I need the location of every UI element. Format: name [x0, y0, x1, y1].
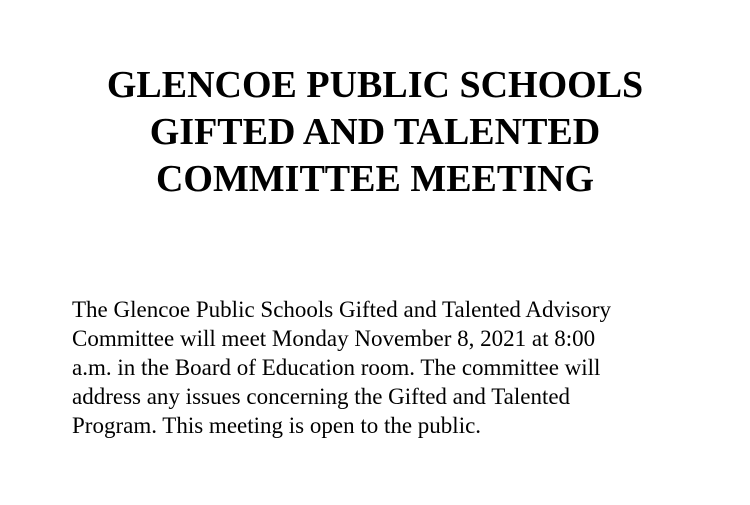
notice-body: [72, 295, 692, 440]
notice-line-1: The Glencoe Public Schools Gifted and Talented Advisory: [72, 297, 611, 322]
notice-line-2: Committee will meet Monday November 8, 2021 at 8:00: [72, 326, 596, 351]
title-line-1: GLENCOE PUBLIC SCHOOLS: [106, 64, 644, 106]
notice-title: [0, 62, 750, 203]
notice-line-3: a.m. in the Board of Education room. The committee will: [72, 355, 601, 380]
notice-line-4: address any issues concerning the Gifted and Talented: [72, 384, 571, 409]
title-line-2: GIFTED AND TALENTED: [149, 111, 601, 153]
notice-line-5: Program. This meeting is open to the public.: [72, 413, 482, 438]
title-line-3: COMMITTEE MEETING: [155, 158, 595, 200]
